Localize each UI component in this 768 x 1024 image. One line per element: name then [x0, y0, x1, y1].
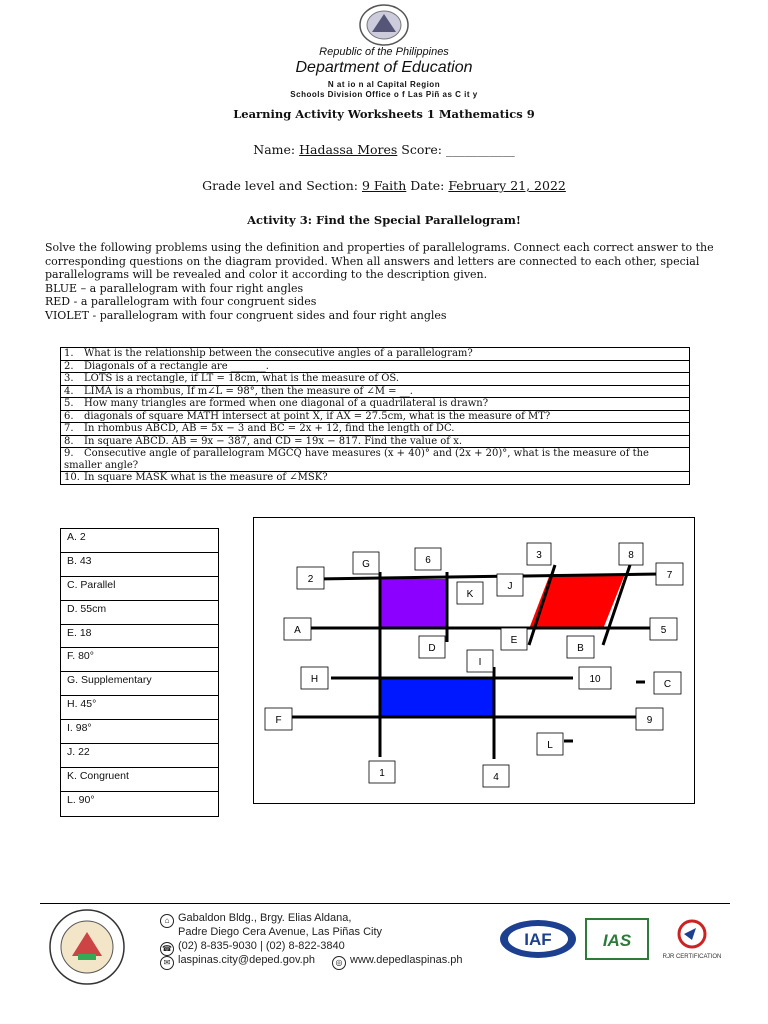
date-value: February 21, 2022 — [448, 178, 566, 193]
choice-item: I. 98° — [61, 720, 218, 744]
phone-text: (02) 8-835-9030 | (02) 8-822-3840 — [178, 940, 345, 952]
question-number: 3. — [64, 373, 74, 384]
email-text: laspinas.city@deped.gov.ph — [178, 954, 315, 966]
choice-item: A. 2 — [61, 529, 218, 553]
choice-item: D. 55cm — [61, 601, 218, 625]
diagram-label-G: G — [362, 559, 370, 570]
question-cell — [61, 385, 690, 398]
question-row — [61, 410, 690, 423]
instructions — [45, 241, 725, 322]
question-cell — [61, 398, 690, 411]
name-line — [0, 142, 768, 157]
web-icon: ◎ — [332, 956, 346, 970]
footer-divider — [40, 903, 730, 904]
score-label: Score: — [397, 142, 446, 157]
instructions-paragraph: Solve the following problems using the definition and properties of parallelograms. Connect each correct answer to the corresponding questions on the diagram provided. When all answers and letters are connected to each other, special parallelograms will be revealed and color it according to the description given. — [45, 241, 714, 281]
question-row — [61, 385, 690, 398]
question-row — [61, 360, 690, 373]
division-seal-logo — [48, 908, 126, 986]
name-label: Name: — [253, 142, 300, 157]
score-blank: ___________ — [445, 142, 515, 157]
diagram-label-l8: 8 — [628, 550, 634, 561]
question-number: 8. — [64, 435, 74, 447]
choice-item: K. Congruent — [61, 768, 218, 792]
question-text: Consecutive angle of parallelogram MGCQ have measures (x + 40)° and (2x + 20)°, what is the measure of the smaller angle? — [64, 448, 649, 471]
deped-seal-logo — [358, 4, 410, 46]
diagram-label-A: A — [294, 625, 301, 636]
diagram-label-l2: 2 — [307, 574, 314, 585]
choice-item: L. 90° — [67, 793, 95, 806]
republic-label: Republic of the Philippines — [319, 46, 449, 58]
question-row — [61, 435, 690, 448]
diagram-label-B: B — [577, 643, 584, 654]
website-text: www.depedlaspinas.ph — [350, 954, 463, 966]
choice-item: B. 43 — [61, 553, 218, 577]
diagram-label-l1: 1 — [379, 768, 385, 779]
question-number: 4. — [64, 385, 74, 397]
parallelogram-diagram — [253, 517, 695, 804]
instruction-red: RED - a parallelogram with four congruent sides — [45, 295, 317, 308]
diagram-label-E: E — [510, 635, 518, 646]
diagram-label-F: F — [275, 715, 282, 726]
grade-line — [0, 178, 768, 193]
choice-item: F. 80° — [61, 648, 218, 672]
choice-item: C. Parallel — [61, 577, 218, 601]
diagram-label-L: L — [547, 740, 553, 751]
address-line-1: Gabaldon Bldg., Brgy. Elias Aldana, — [178, 912, 352, 924]
question-number: 2. — [64, 360, 74, 372]
grade-value: 9 Faith — [361, 178, 407, 193]
ias-logo — [585, 918, 649, 960]
footer-contact — [160, 954, 463, 970]
blue-rectangle — [381, 678, 495, 717]
email-icon: ✉ — [160, 956, 174, 970]
date-label: Date: — [406, 178, 449, 193]
question-cell — [61, 472, 690, 485]
iaf-logo — [498, 918, 578, 960]
choices-table — [60, 528, 219, 817]
question-text: LIMA is a rhombus, If m∠L = 98°, then the measure of ∠M = __. — [84, 385, 413, 397]
question-text: LOTS is a rectangle, if LT = 18cm, what is the measure of OS. — [84, 373, 400, 384]
division-label: Schools Division Office o f Las Piñ as C it y — [290, 90, 478, 99]
diagram-label-l5: 5 — [660, 625, 667, 636]
question-text: What is the relationship between the consecutive angles of a parallelogram? — [84, 348, 473, 359]
diagram-label-I: I — [478, 657, 482, 668]
diagram-label-l10: 10 — [589, 674, 601, 685]
diagram-label-l4: 4 — [493, 772, 499, 783]
diagram-label-K: K — [466, 589, 474, 600]
certification-logo — [656, 916, 728, 962]
question-cell — [61, 435, 690, 448]
worksheet-title: Learning Activity Worksheets 1 Mathematics 9 — [233, 107, 535, 121]
diagram-label-l7: 7 — [666, 570, 673, 581]
department-title: Department of Education — [295, 59, 473, 76]
question-cell — [61, 373, 690, 386]
choice-item: E. 18 — [61, 625, 218, 649]
diagram-label-J: J — [507, 581, 513, 592]
question-cell — [61, 423, 690, 436]
question-number: 6. — [64, 410, 74, 422]
question-text: In square MASK what is the measure of ∠MSK? — [84, 472, 328, 483]
dash-marks — [564, 682, 645, 741]
question-number: 5. — [64, 398, 74, 409]
diagram-label-l9: 9 — [646, 715, 653, 726]
question-row — [61, 398, 690, 411]
grade-label: Grade level and Section: — [202, 178, 362, 193]
question-cell — [61, 448, 690, 472]
instruction-blue: BLUE – a parallelogram with four right angles — [45, 281, 304, 295]
ias-logo-text: IAS — [602, 931, 632, 950]
question-cell — [61, 360, 690, 373]
question-number: 9. — [64, 448, 74, 459]
instruction-violet: VIOLET - parallelogram with four congruent sides and four right angles — [45, 308, 447, 322]
question-text: In square ABCD. AB = 9x − 387, and CD = 19x − 817. Find the value of x. — [84, 435, 463, 447]
diagram-label-l3: 3 — [536, 550, 542, 561]
question-text: How many triangles are formed when one diagonal of a quadrilateral is drawn? — [84, 398, 489, 409]
question-cell — [61, 410, 690, 423]
question-row — [61, 472, 690, 485]
question-text: Diagonals of a rectangle are _______. — [84, 360, 269, 372]
violet-square — [379, 579, 447, 629]
question-number: 7. — [64, 423, 74, 434]
certification-logo-text: RJR CERTIFICATION — [662, 954, 722, 960]
question-cell — [61, 348, 690, 361]
question-number: 1. — [64, 348, 74, 359]
diagram-label-H: H — [310, 674, 319, 685]
question-row — [61, 373, 690, 386]
name-value: Hadassa Mores — [299, 142, 398, 157]
activity-title: Activity 3: Find the Special Parallelogram! — [247, 213, 521, 227]
diagram-label-l6: 6 — [425, 555, 431, 566]
building-icon: ⌂ — [160, 914, 174, 928]
question-text: In rhombus ABCD, AB = 5x − 3 and BC = 2x + 12, find the length of DC. — [84, 423, 455, 434]
choice-item: J. 22 — [61, 744, 218, 768]
phone-icon: ☎ — [160, 942, 174, 956]
question-row — [61, 348, 690, 361]
region-label: N at io n al Capital Region — [327, 80, 441, 89]
choice-item: G. Supplementary — [61, 672, 218, 696]
question-number: 10. — [64, 472, 80, 483]
questions-table — [60, 347, 690, 485]
question-text: diagonals of square MATH intersect at point X, if AX = 27.5cm, what is the measure of MT? — [84, 410, 551, 422]
choice-item: H. 45° — [61, 696, 218, 720]
iaf-logo-text: IAF — [524, 930, 552, 949]
diagram-label-C: C — [663, 679, 672, 690]
question-row — [61, 423, 690, 436]
question-row — [61, 448, 690, 472]
diagram-label-D: D — [428, 643, 436, 654]
footer-address-2: Padre Diego Cera Avenue, Las Piñas City — [178, 926, 383, 938]
